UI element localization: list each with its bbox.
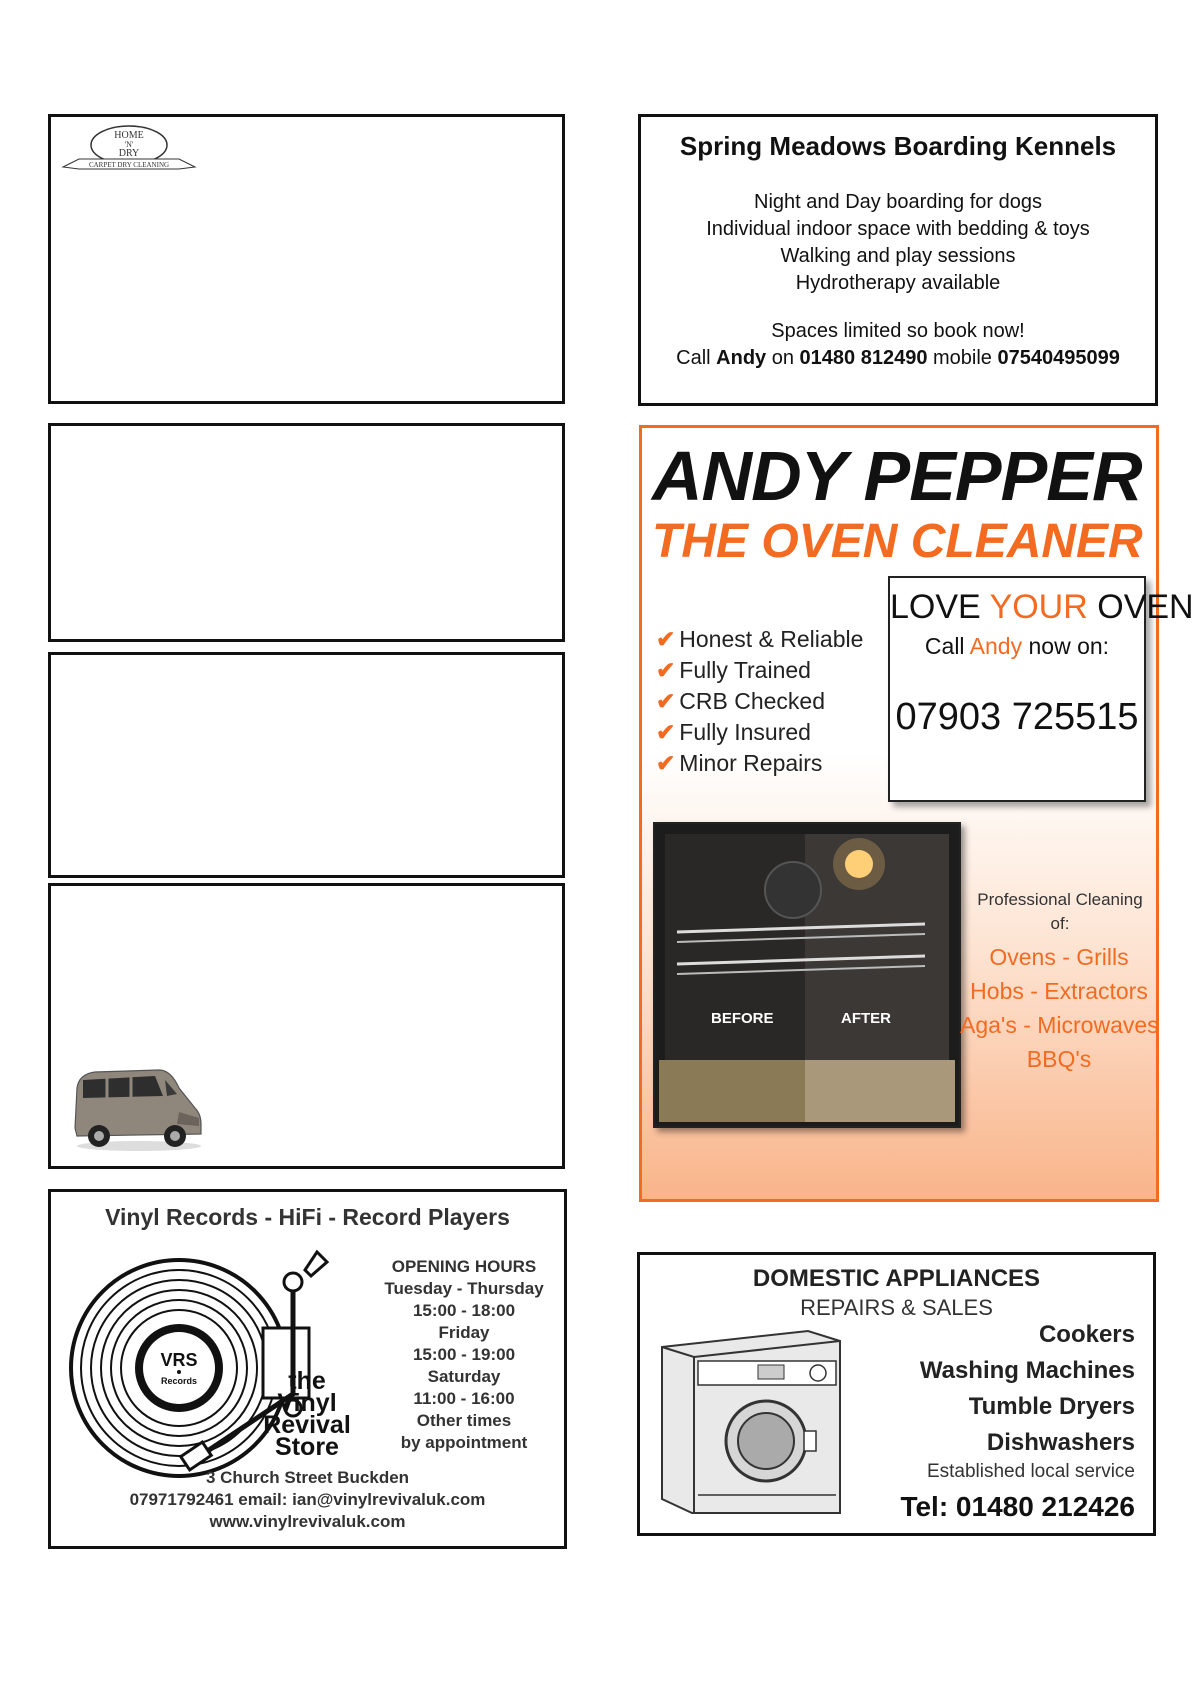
domestic-appliances-ad: [637, 1252, 1156, 1536]
oven-contact-card: [888, 576, 1194, 802]
appliance-list: [920, 1317, 1135, 1461]
kennels-ad: [638, 114, 1158, 406]
home-n-dry-ad: [48, 114, 565, 404]
appliance-item: Tumble Dryers: [968, 1393, 1135, 1420]
appliance-item: Washing Machines: [919, 1357, 1135, 1384]
kennels-mobile: 07540495099: [997, 347, 1120, 369]
oven-service: Aga's - Microwaves: [960, 1012, 1159, 1038]
check-icon: ✔: [656, 657, 676, 683]
kennels-feature: Hydrotherapy available: [795, 272, 1001, 294]
kennels-features: [641, 189, 1155, 297]
appliances-title: DOMESTIC APPLIANCES: [752, 1265, 1041, 1292]
before-after-oven-photo: [653, 822, 961, 1128]
appliances-phone: Tel: 01480 212426: [900, 1491, 1135, 1522]
vinyl-website: www.vinylrevivaluk.com: [209, 1512, 406, 1531]
oven-services-list: [960, 940, 1158, 1076]
oven-feature: ✔ Honest & Reliable: [656, 626, 864, 652]
kennels-feature: Night and Day boarding for dogs: [754, 191, 1042, 213]
washing-machine-icon: [658, 1327, 844, 1517]
vrs-label: VRS: [160, 1350, 198, 1370]
check-icon: ✔: [656, 750, 676, 776]
oven-phone: 07903 725515: [895, 696, 1139, 738]
kennels-contact: [641, 347, 1155, 370]
kennels-feature: Individual indoor space with bedding & toys: [706, 218, 1090, 240]
call-andy-text: Call Andy now on:: [924, 633, 1110, 659]
contact-name: Andy: [716, 347, 767, 369]
check-icon: ✔: [656, 688, 676, 714]
vinyl-address: 3 Church Street Buckden: [205, 1468, 410, 1487]
home-n-dry-logo: [59, 123, 199, 175]
blank-ad-box-1: [48, 423, 565, 642]
logo-banner-text: CARPET DRY CLEANING: [88, 161, 170, 169]
oven-feature: ✔ Fully Insured: [656, 719, 811, 745]
oven-feature: ✔ Minor Repairs: [656, 750, 823, 776]
blank-ad-box-2: [48, 652, 565, 878]
call-on: on: [771, 347, 794, 369]
oven-feature: ✔ CRB Checked: [656, 688, 826, 714]
vinyl-contact-details: [51, 1467, 564, 1533]
kennels-spaces-note: Spaces limited so book now!: [771, 320, 1025, 342]
appliance-item: Cookers: [1038, 1321, 1135, 1348]
appliances-subtitle: REPAIRS & SALES: [800, 1295, 993, 1320]
van-ad: [48, 883, 565, 1169]
oven-business-name: ANDY PEPPER: [652, 437, 1142, 515]
check-icon: ✔: [656, 626, 676, 652]
logo-n-text: 'N': [124, 140, 134, 149]
oven-service: Hobs - Extractors: [970, 978, 1148, 1004]
love-your-oven-text: LOVE YOUR OVEN: [890, 588, 1194, 626]
call-prefix: Call: [676, 347, 711, 369]
oven-feature-list: [656, 624, 863, 779]
vinyl-phone-email: 07971792461 email: ian@vinylrevivaluk.com: [129, 1490, 486, 1509]
oven-feature: ✔ Fully Trained: [656, 657, 811, 683]
kennels-feature: Walking and play sessions: [780, 245, 1016, 267]
professional-cleaning-text: Professional Cleaning of:: [977, 890, 1143, 933]
vinyl-revival-ad: [48, 1189, 567, 1549]
logo-home-text: HOME: [114, 130, 144, 141]
appliance-item: Dishwashers: [986, 1429, 1135, 1456]
vinyl-revival-brand: the Vinyl Revival Store: [263, 1367, 351, 1461]
established-text: Established local service: [926, 1461, 1135, 1482]
oven-interior-image: [655, 824, 959, 1126]
kennels-phone: 01480 812490: [799, 347, 928, 369]
check-icon: ✔: [656, 719, 676, 745]
kennels-title: Spring Meadows Boarding Kennels: [679, 131, 1117, 161]
after-label: AFTER: [841, 1010, 891, 1027]
logo-dry-text: DRY: [118, 148, 140, 159]
mobile-label: mobile: [933, 347, 992, 369]
oven-business-subtitle: THE OVEN CLEANER: [652, 515, 1143, 568]
oven-service: Ovens - Grills: [989, 944, 1129, 970]
oven-service: BBQ's: [1026, 1046, 1092, 1072]
before-label: BEFORE: [711, 1010, 774, 1027]
oven-cleaner-ad: [639, 425, 1194, 1202]
opening-hours: OPENING HOURS Tuesday - Thursday 15:00 - 18:00 Friday 15:00 - 19:00 Saturday 11:00 - 16:00 Other times by appointment: [384, 1257, 544, 1452]
records-label: Records: [160, 1376, 198, 1386]
vinyl-title: Vinyl Records - HiFi - Record Players: [105, 1204, 510, 1230]
minibus-image: [67, 1058, 207, 1154]
